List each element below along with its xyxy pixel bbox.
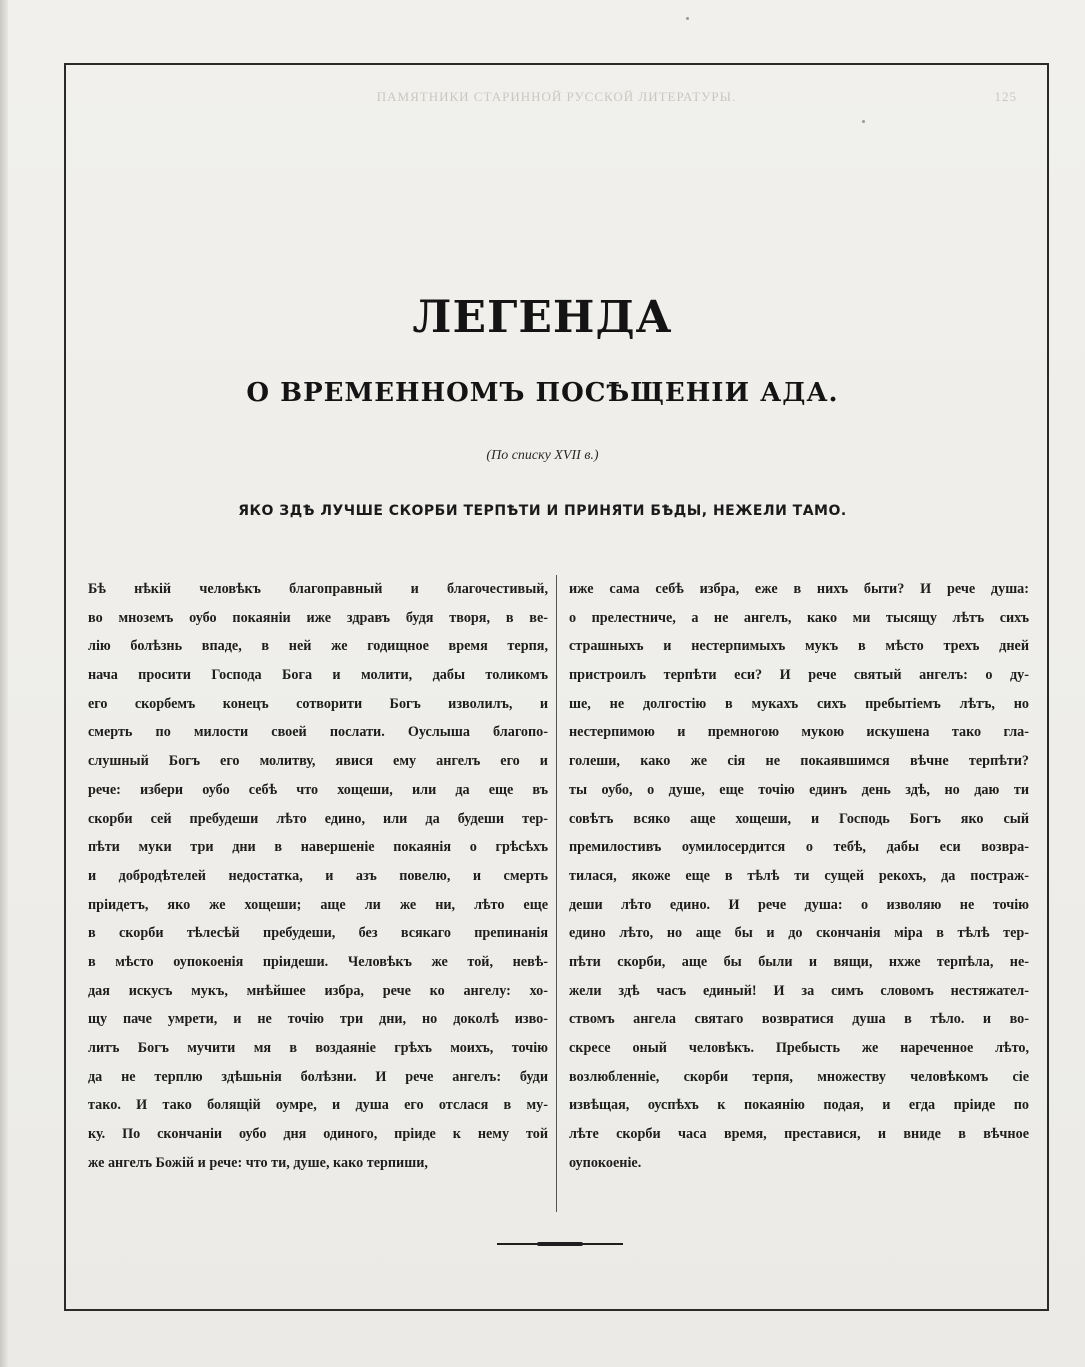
source-note: (По списку XVII в.) — [486, 448, 599, 463]
text-line: пріидетъ, яко же хощеши; аще ли же ни, лѣто еще — [88, 896, 548, 913]
text-line: иже сама себѣ избра, еже в нихъ быти? И рече душа: — [569, 581, 1029, 597]
text-line: деши лѣто едино. И рече душа: о изволяю не точію — [569, 896, 1029, 913]
text-line: едино лѣто, но аще бы и до скончанія міра в тѣлѣ тер- — [569, 925, 1029, 942]
running-header — [66, 89, 1047, 109]
text-line: смерть по милости своей послати. Оуслыша благопо- — [88, 724, 548, 741]
text-line: тако. И тако болящій оумре, и душа его отслася в му- — [88, 1097, 548, 1114]
text-line: тилася, якоже еще в тѣлѣ ти сущей рекохъ, да пострaж- — [569, 867, 1029, 884]
text-line: скресе оный человѣкъ. Пребысть же нареченное лѣто, — [569, 1040, 1029, 1056]
text-line: скорби сей пребудеши лѣто едино, или да будеши тер- — [88, 810, 548, 827]
text-line: щу паче умрети, и не точію три дни, но доколѣ изво- — [88, 1011, 548, 1028]
page-number: 125 — [994, 89, 1017, 104]
text-line: возлюбленніе, скорби терпя, множеству человѣкомъ сіе — [569, 1068, 1029, 1085]
text-line: в мѣсто оупокоенія пріидеши. Человѣкъ же той, невѣ- — [88, 953, 548, 970]
text-line: совѣтъ всяко аще хощеши, и Господь Богъ яко сый — [569, 810, 1029, 827]
document-subtitle: О ВРЕМЕННОМЪ ПОСѢЩЕНІИ АДА. — [246, 378, 839, 408]
running-header-text: ПАМЯТНИКИ СТАРИННОЙ РУССКОЙ ЛИТЕРАТУРЫ. — [376, 89, 737, 104]
text-line: дая искусъ мукъ, мнѣйшее избра, рече ко ангелу: хо- — [88, 982, 548, 999]
text-line: рече: избери оубо себѣ что хощеши, или да еще въ — [88, 781, 548, 798]
text-line: да не терплю здѣшьнія болѣзни. И рече ангелъ: буди — [88, 1068, 548, 1085]
text-line: голеши, како же сія не покаявшимся вѣчне терпѣти? — [569, 753, 1029, 770]
text-line: ше, не долгостію в мукахъ сихъ пребытіемъ лѣтъ, но — [569, 695, 1029, 712]
paper-speck — [686, 17, 689, 20]
text-line: его скорбемъ конецъ сотворити Богъ изволилъ, и — [88, 695, 548, 712]
text-line: страшныхъ и нестерпимыхъ мукъ в мѣсто трехъ дней — [569, 638, 1029, 655]
text-line: в скорби тѣлесѣй пребудеши, без всякаго препинанія — [88, 925, 548, 942]
text-line: лію болѣзнь впаде, в ней же годищное время терпя, — [88, 638, 548, 655]
text-line: премилостивъ оумилосердится о тебѣ, дабы еси возвра- — [569, 839, 1029, 856]
text-line: жели здѣ часъ единый! И за симъ словомъ нестяжател- — [569, 982, 1029, 999]
text-line: ствомъ ангела святаго возвратися душа в тѣло. и во- — [569, 1011, 1029, 1028]
section-heading: ЯКО ЗДѢ ЛУЧШЕ СКОРБИ ТЕРПѢТИ И ПРИНЯТИ БѢДЫ, НЕЖЕЛИ ТАМО. — [238, 503, 847, 519]
text-line: во мноземъ оубо покаяніи иже здравъ будя творя, в ве- — [88, 609, 548, 626]
text-line: о прелестниче, а не ангелъ, како ми тысящу лѣтъ сихъ — [569, 609, 1029, 626]
text-line: оупокоеніе. — [569, 1154, 642, 1171]
text-line: извѣщая, оуспѣхъ к покаянію подая, и егда пріиде по — [569, 1097, 1029, 1114]
column-divider — [556, 575, 557, 1212]
text-line: же ангелъ Божій и рече: что ти, душе, како терпиши, — [88, 1154, 428, 1171]
text-line: пристроилъ терпѣти еси? И рече святый ангелъ: о ду- — [569, 667, 1029, 684]
text-line: Бѣ нѣкій человѣкъ благоправный и благочестивый, — [88, 581, 548, 597]
text-line: нестерпимою и премногою мукою искушена тако гла- — [569, 724, 1029, 741]
page-binding-edge — [0, 0, 8, 1367]
text-line: литъ Богъ мучити мя в воздаяніе грѣхъ моихъ, точію — [88, 1040, 548, 1056]
text-line: нача просити Господа Бога и молити, дабы толикомъ — [88, 667, 548, 684]
text-line: ку. По скончаніи оубо дня одиного, пріиде к нему той — [88, 1126, 548, 1143]
text-line: и добродѣтелей недостатка, и азъ повелю, и смерть — [88, 867, 548, 884]
text-line: слушный Богъ его молитву, явися ему ангелъ его и — [88, 753, 548, 770]
text-line: пѣти муки три дни в навершеніе покаянія о грѣсѣхъ — [88, 839, 548, 856]
text-line: пѣти скорби, аще бы были и вящи, нхже терпѣла, не- — [569, 953, 1029, 970]
end-ornament-rule — [497, 1243, 623, 1245]
text-line: лѣте скорби часа время, преставися, и вниде в вѣчное — [569, 1126, 1029, 1143]
right-text-column — [569, 575, 1029, 1177]
document-title: ЛЕГЕНДА — [412, 292, 673, 343]
text-line: ты оубо, о душе, еще точію единъ день здѣ, но даю ти — [569, 781, 1029, 798]
left-text-column — [88, 575, 548, 1177]
